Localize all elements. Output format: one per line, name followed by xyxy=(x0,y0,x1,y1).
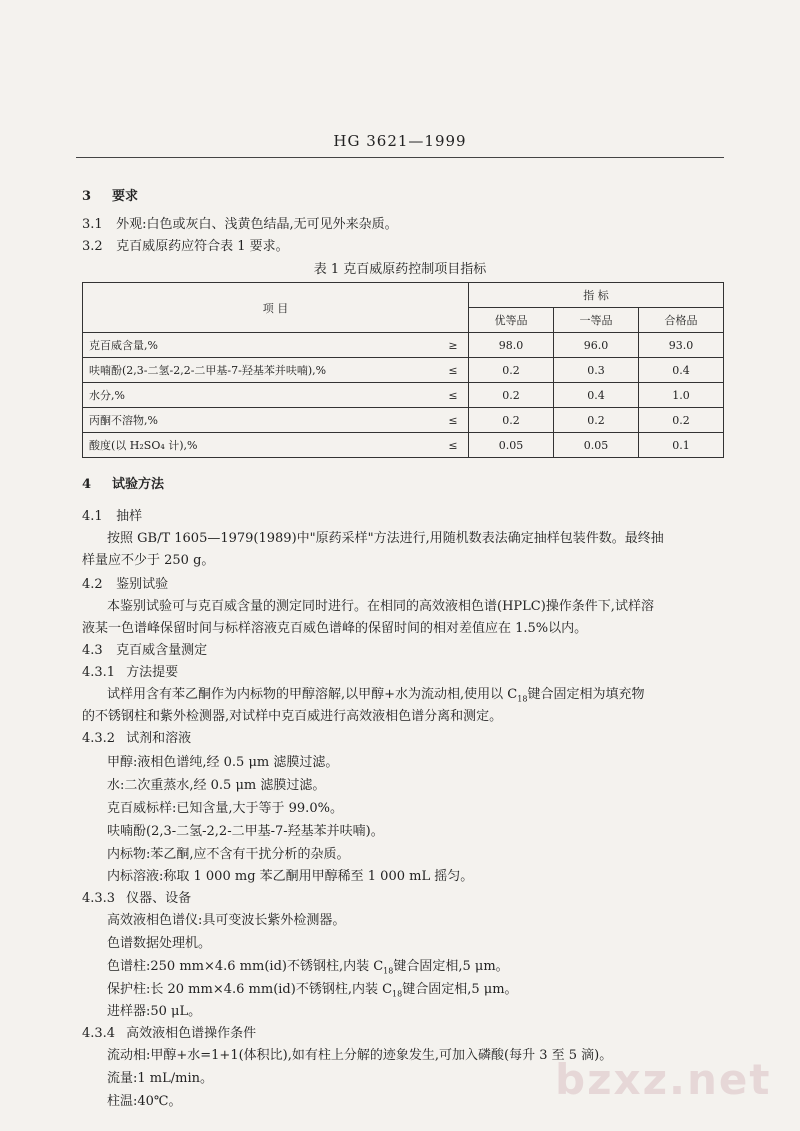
section-4-2-heading: 4.2 鉴别试验 xyxy=(82,577,169,592)
row-item-name: 克百威含量,% xyxy=(83,333,439,358)
section-4-3-1-p2: 的不锈钢柱和紫外检测器,对试样中克百威进行高效液相色谱分离和测定。 xyxy=(82,709,503,724)
grade-2: 一等品 xyxy=(554,308,639,333)
row-value-grade-1: 0.2 xyxy=(469,358,554,383)
section-4-3-2-heading: 4.3.2 试剂和溶液 xyxy=(82,731,192,746)
row-value-grade-1: 0.2 xyxy=(469,408,554,433)
row-value-grade-2: 0.3 xyxy=(554,358,639,383)
table-header-row xyxy=(83,283,724,308)
row-limit-symbol: ≤ xyxy=(438,433,469,458)
row-limit-symbol: ≤ xyxy=(438,383,469,408)
row-item-name: 水分,% xyxy=(83,383,439,408)
section-3-1: 3.1 外观:白色或灰白、浅黄色结晶,无可见外来杂质。 xyxy=(82,217,398,232)
row-item-name: 呋喃酚(2,3-二氢-2,2-二甲基-7-羟基苯并呋喃),% xyxy=(83,358,439,383)
instrument-line: 保护柱:长 20 mm×4.6 mm(id)不锈钢柱,内装 $C_{18}$键合固定相,5 μm。 xyxy=(107,982,518,999)
reagent-line: 甲醇:液相色谱纯,经 0.5 μm 滤膜过滤。 xyxy=(107,755,339,770)
instrument-line: 色谱数据处理机。 xyxy=(107,936,212,951)
instrument-line: 高效液相色谱仪:具可变波长紫外检测器。 xyxy=(107,913,346,928)
condition-line: 流量:1 mL/min。 xyxy=(107,1071,213,1086)
header-index: 指 标 xyxy=(469,283,724,308)
row-value-grade-1: 98.0 xyxy=(469,333,554,358)
row-value-grade-1: 0.05 xyxy=(469,433,554,458)
section-4-2-p1: 本鉴别试验可与克百威含量的测定同时进行。在相同的高效液相色谱(HPLC)操作条件下,试样溶 xyxy=(107,599,654,614)
row-limit-symbol: ≤ xyxy=(438,408,469,433)
header-rule xyxy=(76,157,724,158)
section-4-2-p2: 液某一色谱峰保留时间与标样溶液克百威色谱峰的保留时间的相对差值应在 1.5%以内。 xyxy=(82,621,588,636)
row-item-name: 丙酮不溶物,% xyxy=(83,408,439,433)
reagent-line: 克百威标样:已知含量,大于等于 99.0%。 xyxy=(107,801,343,816)
row-limit-symbol: ≥ xyxy=(438,333,469,358)
row-value-grade-2: 0.4 xyxy=(554,383,639,408)
section-4-3-4-heading: 4.3.4 高效液相色谱操作条件 xyxy=(82,1026,257,1041)
grade-1: 优等品 xyxy=(469,308,554,333)
section-4-3-heading: 4.3 克百威含量测定 xyxy=(82,643,208,658)
section-4-1-heading: 4.1 抽样 xyxy=(82,509,143,524)
section-4-3-3-heading: 4.3.3 仪器、设备 xyxy=(82,891,192,906)
row-value-grade-3: 0.2 xyxy=(639,408,724,433)
instrument-line: 色谱柱:250 mm×4.6 mm(id)不锈钢柱,内装 $C_{18}$键合固定相,5 μm。 xyxy=(107,959,509,976)
row-value-grade-3: 1.0 xyxy=(639,383,724,408)
reagent-line: 呋喃酚(2,3-二氢-2,2-二甲基-7-羟基苯并呋喃)。 xyxy=(107,824,384,839)
header-item: 项 目 xyxy=(83,283,469,333)
table-row xyxy=(83,433,724,458)
row-value-grade-2: 0.05 xyxy=(554,433,639,458)
row-value-grade-1: 0.2 xyxy=(469,383,554,408)
section-3-heading: 3 要求 xyxy=(82,189,139,204)
table-row xyxy=(83,408,724,433)
section-3-2: 3.2 克百威原药应符合表 1 要求。 xyxy=(82,239,289,254)
section-4-1-p1: 按照 GB/T 1605—1979(1989)中"原药采样"方法进行,用随机数表法确定抽样包装件数。最终抽 xyxy=(107,531,664,546)
row-value-grade-3: 0.1 xyxy=(639,433,724,458)
reagent-line: 水:二次重蒸水,经 0.5 μm 滤膜过滤。 xyxy=(107,778,326,793)
row-item-name: 酸度(以 H₂SO₄ 计),% xyxy=(83,433,439,458)
reagent-line: 内标物:苯乙酮,应不含有干扰分析的杂质。 xyxy=(107,847,350,862)
table-row xyxy=(83,358,724,383)
instrument-line: 进样器:50 μL。 xyxy=(107,1004,202,1019)
table-caption: 表 1 克百威原药控制项目指标 xyxy=(313,262,487,277)
condition-line: 柱温:40℃。 xyxy=(107,1094,182,1109)
grade-3: 合格品 xyxy=(639,308,724,333)
site-watermark: bzxz.net xyxy=(555,1055,772,1104)
row-value-grade-3: 0.4 xyxy=(639,358,724,383)
row-limit-symbol: ≤ xyxy=(438,358,469,383)
row-value-grade-3: 93.0 xyxy=(639,333,724,358)
condition-line: 流动相:甲醇+水=1+1(体积比),如有柱上分解的迹象发生,可加入磷酸(每升 3 至 5 滴)。 xyxy=(107,1048,613,1063)
section-4-3-1-heading: 4.3.1 方法提要 xyxy=(82,665,179,680)
reagent-line: 内标溶液:称取 1 000 mg 苯乙酮用甲醇稀至 1 000 mL 摇匀。 xyxy=(107,869,474,884)
table-row xyxy=(83,383,724,408)
table-row xyxy=(83,333,724,358)
section-4-heading: 4 试验方法 xyxy=(82,477,165,492)
section-4-1-p2: 样量应不少于 250 g。 xyxy=(82,553,215,568)
spec-table xyxy=(82,282,724,458)
row-value-grade-2: 0.2 xyxy=(554,408,639,433)
row-value-grade-2: 96.0 xyxy=(554,333,639,358)
section-4-3-1-p1: 试样用含有苯乙酮作为内标物的甲醇溶解,以甲醇+水为流动相,使用以 $C_{18}$键合固定相为填充物 xyxy=(107,687,645,704)
standard-header: HG 3621—1999 xyxy=(333,132,467,150)
